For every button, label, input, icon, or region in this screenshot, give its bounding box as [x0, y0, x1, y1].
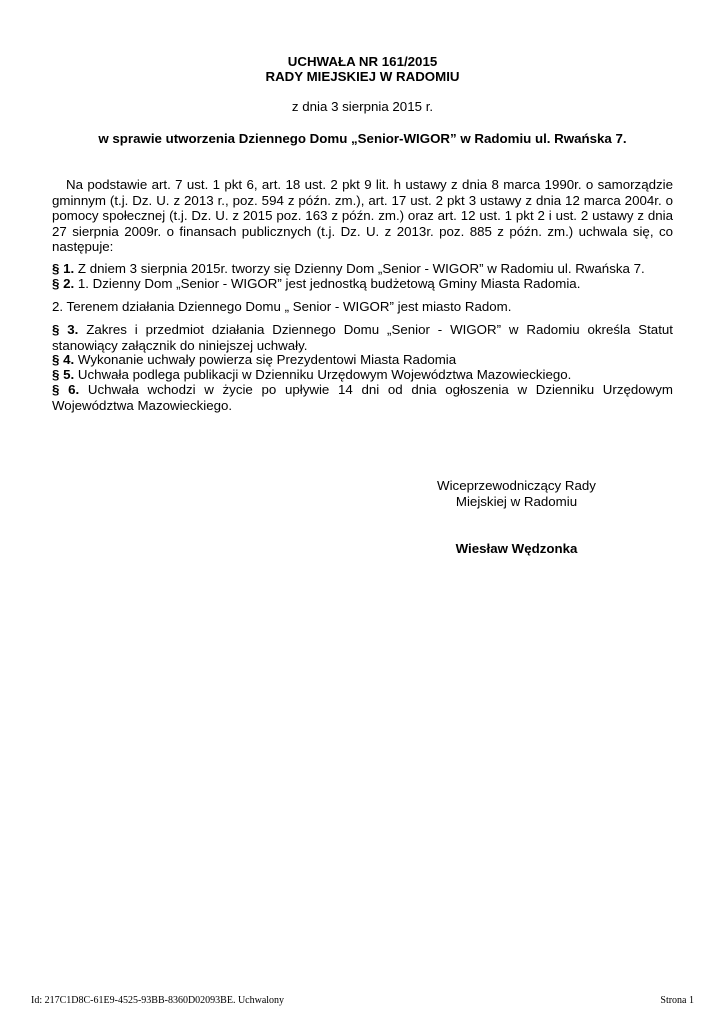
section-1: [52, 261, 673, 277]
legal-basis-paragraph: Na podstawie art. 7 ust. 1 pkt 6, art. 18 ust. 2 pkt 9 lit. h ustawy z dnia 8 marca 1990r. o samorządzie gminnym (t.j. Dz. U. z 2013 r., poz. 594 z późn. zm.), art. 17 ust. 2 pkt 3 ustawy z dnia 12 marca 2004r. o pomocy społecznej (t.j. Dz. U. z 2015 poz. 163 z późn. zm.) oraz art. 12 ust. 1 pkt 2 i ust. 2 ustawy z dnia 27 sierpnia 2009r. o finansach publicznych (t.j. Dz. U. z 2013r. poz. 885 z późn. zm.) uchwala się, co następuje:: [52, 177, 673, 255]
section-2-text: 1. Dzienny Dom „Senior - WIGOR” jest jednostką budżetową Gminy Miasta Radomia.: [74, 276, 581, 291]
section-6-label: § 6.: [52, 382, 80, 397]
section-4: [52, 352, 673, 368]
council-name: RADY MIEJSKIEJ W RADOMIU: [265, 69, 460, 84]
section-1-text: Z dniem 3 sierpnia 2015r. tworzy się Dzienny Dom „Senior - WIGOR” w Radomiu ul. Rwańska 7.: [74, 261, 645, 276]
section-3-label: § 3.: [52, 322, 79, 337]
document-id: Id: 217C1D8C-61E9-4525-93BB-8360D02093BE. Uchwalony: [31, 995, 285, 1006]
resolution-number: UCHWAŁA NR 161/2015: [287, 54, 438, 69]
section-4-text: Wykonanie uchwały powierza się Prezydentowi Miasta Radomia: [74, 352, 457, 367]
section-3-text: Zakres i przedmiot działania Dziennego Domu „Senior - WIGOR” w Radomiu określa Statut stanowiący załącznik do niniejszej uchwały.: [52, 322, 673, 353]
section-4-label: § 4.: [52, 352, 75, 367]
section-6: [52, 382, 673, 413]
section-1-label: § 1.: [52, 261, 75, 276]
page-number: Strona 1: [660, 995, 694, 1006]
resolution-date: z dnia 3 sierpnia 2015 r.: [291, 99, 434, 114]
section-6-text: Uchwała wchodzi w życie po upływie 14 dni od dnia ogłoszenia w Dzienniku Urzędowym Województwa Mazowieckiego.: [52, 382, 673, 413]
signatory-name: Wiesław Wędzonka: [455, 541, 578, 556]
section-2: [52, 276, 673, 292]
signatory-role-line-1: Wiceprzewodniczący Rady: [437, 478, 596, 493]
signatory-role-line-2: Miejskiej w Radomiu: [455, 494, 578, 509]
section-5-text: Uchwała podlega publikacji w Dzienniku Urzędowym Województwa Mazowieckiego.: [74, 367, 572, 382]
resolution-subject: w sprawie utworzenia Dziennego Domu „Senior-WIGOR” w Radomiu ul. Rwańska 7.: [98, 131, 627, 146]
section-2-label: § 2.: [52, 276, 75, 291]
section-2-point-2: 2. Terenem działania Dziennego Domu „ Senior - WIGOR” jest miasto Radom.: [52, 299, 512, 314]
section-5: [52, 367, 673, 383]
section-3: [52, 322, 673, 353]
section-5-label: § 5.: [52, 367, 75, 382]
